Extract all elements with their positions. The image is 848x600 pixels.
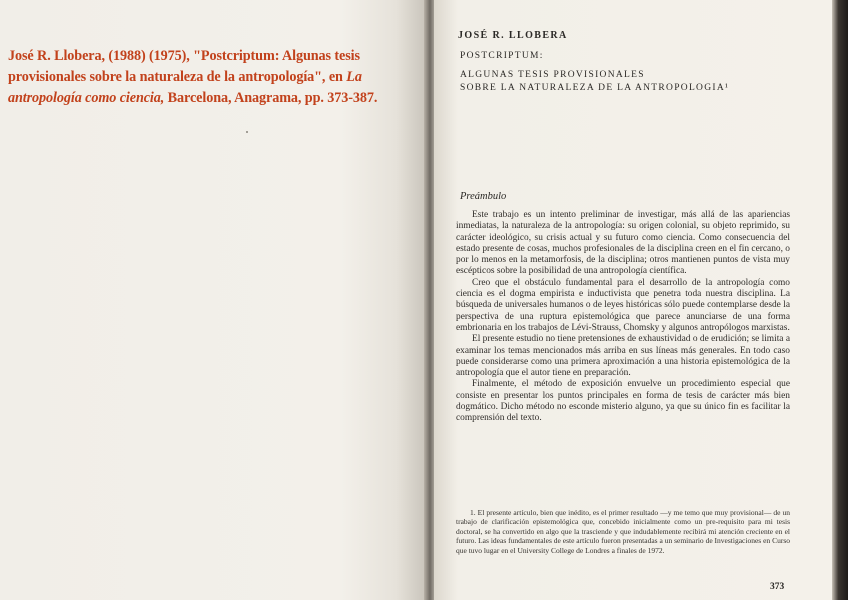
paragraph: Este trabajo es un intento preliminar de investigar, más allá de las apariencias inmediatas, la naturaleza de la antropología: su origen colonial, su objeto reprimido, su carácter ideológico, su crisis actual y su futuro como ciencia. Como consecuencia del estado presente de cosas, muchos profesionales de la disciplina creen en el fin cercano, o por lo menos en la metamorfosis, de la disciplina; otros mantienen puntos de vista muy escépticos sobre la posibilidad de una antropología científica. [456, 210, 790, 277]
running-head: JOSÉ R. LLOBERA [458, 30, 568, 41]
paragraph: Finalmente, el método de exposición envuelve un procedimiento especial que consiste en presentar los puntos principales en forma de tesis de carácter más bien dogmático. Dicho método no esconde misterio alguno, ya que su único fin es facilitar la comprensión del texto. [456, 379, 790, 424]
paragraph: El presente estudio no tiene pretensiones de exhaustividad o de erudición; se limita a examinar los temas mencionados más arriba en sus líneas más generales. En todo caso puede considerarse como una primera aproximación a una historia epistemológica de la antropología que el autor tiene en preparación. [456, 334, 790, 379]
page-edge [832, 0, 848, 600]
citation-book-title: La antropología como ciencia, [8, 69, 362, 106]
page-number: 373 [770, 582, 785, 592]
footnote: 1. El presente artículo, bien que inédito, es el primer resultado —y me temo que muy provisional— de un trabajo de clarificación epistemológica que, concebido inicialmente como un pre-requisito para mi tesis doctoral, se ha convertido en algo que la trasciende y que indudablemente recibirá mi atención creciente en el futuro. Las ideas fundamentales de este artículo fueron presentadas a un seminario de Investigaciones en Curso que tuvo lugar en el University College de Londres a finales de 1972. [456, 508, 790, 555]
title-line-1: ALGUNAS TESIS PROVISIONALES [460, 70, 645, 80]
article-title-block [460, 50, 729, 95]
footnote-block [456, 508, 790, 555]
paragraph: Creo que el obstáculo fundamental para el desarrollo de la antropología como ciencia es el dogma empirista e inductivista que penetra toda nuestra disciplina. La búsqueda de universales humanos o de leyes históricas sólo puede contemplarse desde la perspectiva de una ruptura epistemológica que parece anunciarse de una forma embrionaria en los trabajos de Lévi-Strauss, Chomsky y algunos antropólogos marxistas. [456, 277, 790, 333]
paper-speck [246, 131, 248, 133]
body-text [456, 210, 790, 425]
section-label: POSTCRIPTUM: [460, 51, 544, 61]
citation-publisher: Barcelona, Anagrama, pp. 373-387. [164, 90, 378, 106]
citation-authors: José R. Llobera, (1988) (1975), "Postcriptum: Algunas tesis provisionales sobre la naturaleza de la antropología", en [8, 48, 360, 85]
citation-text [8, 46, 428, 109]
title-line-2: SOBRE LA NATURALEZA DE LA ANTROPOLOGIA¹ [460, 83, 730, 93]
section-heading: Preámbulo [460, 191, 507, 202]
